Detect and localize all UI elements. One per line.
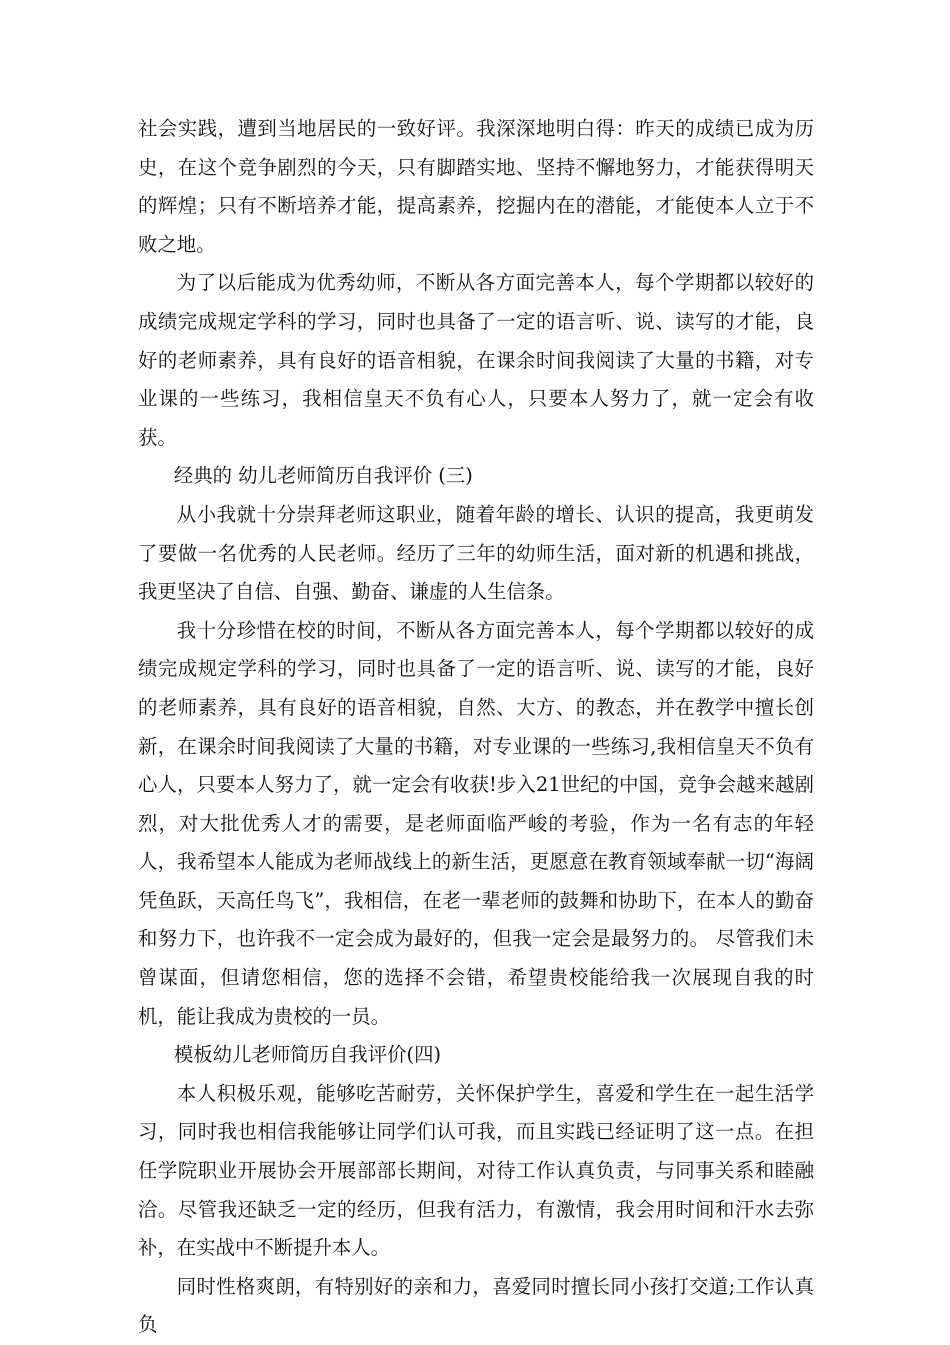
paragraph-continuation: 社会实践，遭到当地居民的一致好评。我深深地明白得：昨天的成绩已成为历史，在这个竞争剧烈的今天，只有脚踏实地、坚持不懈地努力，才能获得明天的辉煌；只有不断培养才能，提高素养，挖掘内在的潜能，才能使本人立于不败之地。 [138,117,814,256]
section-heading: 经典的 幼儿老师简历自我评价 (三) [173,464,473,488]
paragraph: 本人积极乐观，能够吃苦耐劳，关怀保护学生，喜爱和学生在一起生活学习，同时我也相信我能够让同学们认可我，而且实践已经证明了这一点。在担任学院职业开展协会开展部部长期间，对待工作认真负责，与同事关系和睦融洽。尽管我还缺乏一定的经历，但我有活力，有激情，我会用时间和汗水去弥补，在实战中不断提升本人。 [138,1081,814,1260]
document-body [138,110,814,1345]
paragraph: 同时性格爽朗，有特别好的亲和力，喜爱同时擅长同小孩打交道;工作认真负 [138,1274,814,1337]
section-heading: 模板幼儿老师简历自我评价(四) [173,1043,442,1067]
paragraph: 我十分珍惜在校的时间，不断从各方面完善本人，每个学期都以较好的成绩完成规定学科的学习，同时也具备了一定的语言听、说、读写的才能，良好的老师素养，具有良好的语音相貌，自然、大方、的教态，并在教学中擅长创新，在课余时间我阅读了大量的书籍，对专业课的一些练习,我相信皇天不负有心人，只要本人努力了，就一定会有收获!步入21世纪的中国，竞争会越来越剧烈，对大批优秀人才的需要，是老师面临严峻的考验，作为一名有志的年轻人，我希望本人能成为老师战线上的新生活，更愿意在教育领域奉献一切“海阔凭鱼跃，天高任鸟飞”，我相信，在老一辈老师的鼓舞和协助下，在本人的勤奋和努力下，也许我不一定会成为最好的，但我一定会是最努力的。 尽管我们未曾谋面，但请您相信，您的选择不会错，希望贵校能给我一次展现自我的时机，能让我成为贵校的一员。 [138,618,814,1028]
paragraph: 为了以后能成为优秀幼师，不断从各方面完善本人，每个学期都以较好的成绩完成规定学科的学习，同时也具备了一定的语言听、说、读写的才能，良好的老师素养，具有良好的语音相貌，在课余时间我阅读了大量的书籍，对专业课的一些练习，我相信皇天不负有心人，只要本人努力了，就一定会有收获。 [138,271,814,449]
paragraph: 从小我就十分崇拜老师这职业，随着年龄的增长、认识的提高，我更萌发了要做一名优秀的人民老师。经历了三年的幼师生活，面对新的机遇和挑战，我更坚决了自信、自强、勤奋、谦虚的人生信条。 [138,502,814,604]
